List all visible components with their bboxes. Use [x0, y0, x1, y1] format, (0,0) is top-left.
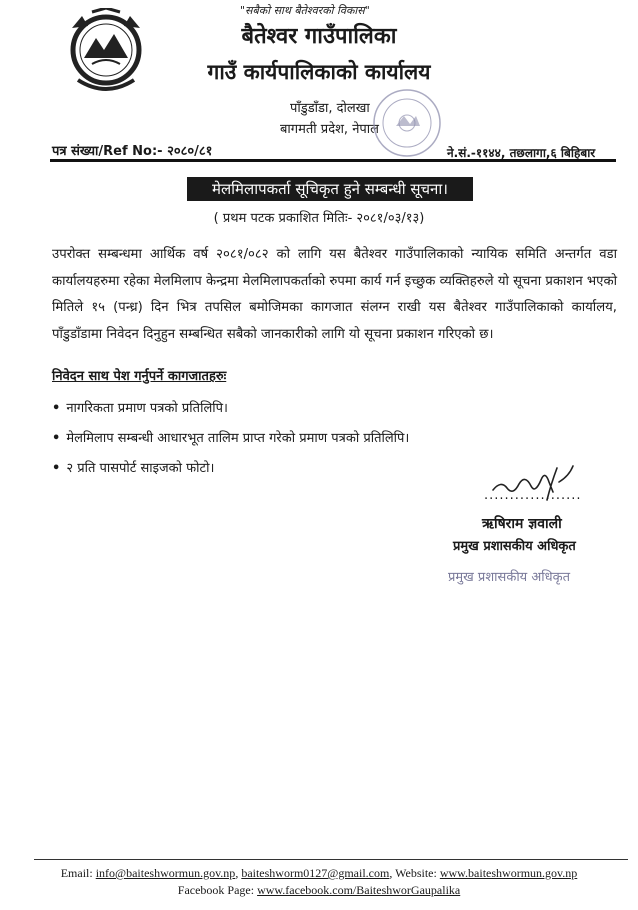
header-divider [50, 159, 616, 162]
notice-body: उपरोक्त सम्बन्धमा आर्थिक वर्ष २०८१/०८२ को लागि यस बैतेश्वर गाउँपालिकाको न्यायिक समिति अन्तर्गत वडा कार्यालयहरुमा रहेका मेलमिलाप केन्द्रमा मेलमिलापकर्ताको रुपमा कार्य गर्न इच्छुक व्यक्तिहरुले यो सूचना प्रकाशन भएको मितिले १५ (पन्ध्र) दिन भित्र तपसिल बमोजिमका कागजात संलग्न राखी यस बैतेश्वर गाउँपालिकाको कार्यालय, पाँडुडाँडामा निवेदन दिनुहुन सम्बन्धित सबैको जानकारीको लागि यो सूचना प्रकाशन गरिएको छ। [52, 247, 617, 342]
document-item [52, 458, 214, 476]
email-label: Email: [60, 866, 96, 880]
office-subtitle: गाउँ कार्यपालिकाको कार्यालय [207, 60, 431, 84]
email-link-2[interactable]: baiteshworm0127@gmail.com [241, 866, 390, 880]
motto: "सबैको साथ बैतेश्वरको विकास" [240, 4, 370, 17]
signatory-title: प्रमुख प्रशासकीय अधिकृत [453, 539, 576, 554]
office-seal-stamp [370, 86, 444, 160]
notice-title: मेलमिलापकर्ता सूचिकृत हुने सम्बन्धी सूचना। [187, 177, 473, 201]
document-item-text: नागरिकता प्रमाण पत्रको प्रतिलिपि। [66, 401, 228, 416]
document-item-text: मेलमिलाप सम्बन्धी आधारभूत तालिम प्राप्त गरेको प्रमाण पत्रको प्रतिलिपि। [66, 431, 410, 446]
office-name: बैतेश्वर गाउँपालिका [241, 24, 397, 49]
document-item [52, 398, 228, 416]
footer-divider [34, 859, 628, 860]
website-link[interactable]: www.baiteshwormun.gov.np [439, 866, 578, 880]
bullet-icon: • [52, 461, 61, 476]
bullet-icon: • [52, 431, 61, 446]
facebook-label: Facebook Page: [177, 883, 258, 897]
email-link-1[interactable]: info@baiteshwormun.gov.np [95, 866, 236, 880]
email-separator: , [235, 866, 242, 880]
address-line-2: बागमती प्रदेश, नेपाल [280, 122, 379, 137]
nepal-sambat-date: ने.सं.-११४४, तछलागा,६ बिहिबार [447, 146, 596, 160]
address-line-1: पाँडुडाँडा, दोलखा [290, 101, 370, 116]
document-item [52, 428, 409, 446]
signature-line: ................... [484, 488, 582, 503]
published-date: ( प्रथम पटक प्रकाशित मितिः- २०८१/०३/१३) [213, 211, 425, 226]
reference-number: पत्र संख्या/Ref No:- २०८०/८१ [52, 144, 213, 159]
footer-facebook [0, 883, 638, 898]
documents-heading: निवेदन साथ पेश गर्नुपर्ने कागजातहरुः [52, 369, 227, 384]
footer-contact [0, 866, 638, 881]
document-item-text: २ प्रति पासपोर्ट साइजको फोटो। [66, 461, 215, 476]
facebook-link[interactable]: www.facebook.com/BaiteshworGaupalika [257, 883, 461, 897]
bullet-icon: • [52, 401, 61, 416]
designation-stamp: प्रमुख प्रशासकीय अधिकृत [448, 570, 571, 585]
signatory-name: ऋषिराम ज्ञवाली [482, 516, 562, 532]
website-label: , Website: [389, 866, 440, 880]
